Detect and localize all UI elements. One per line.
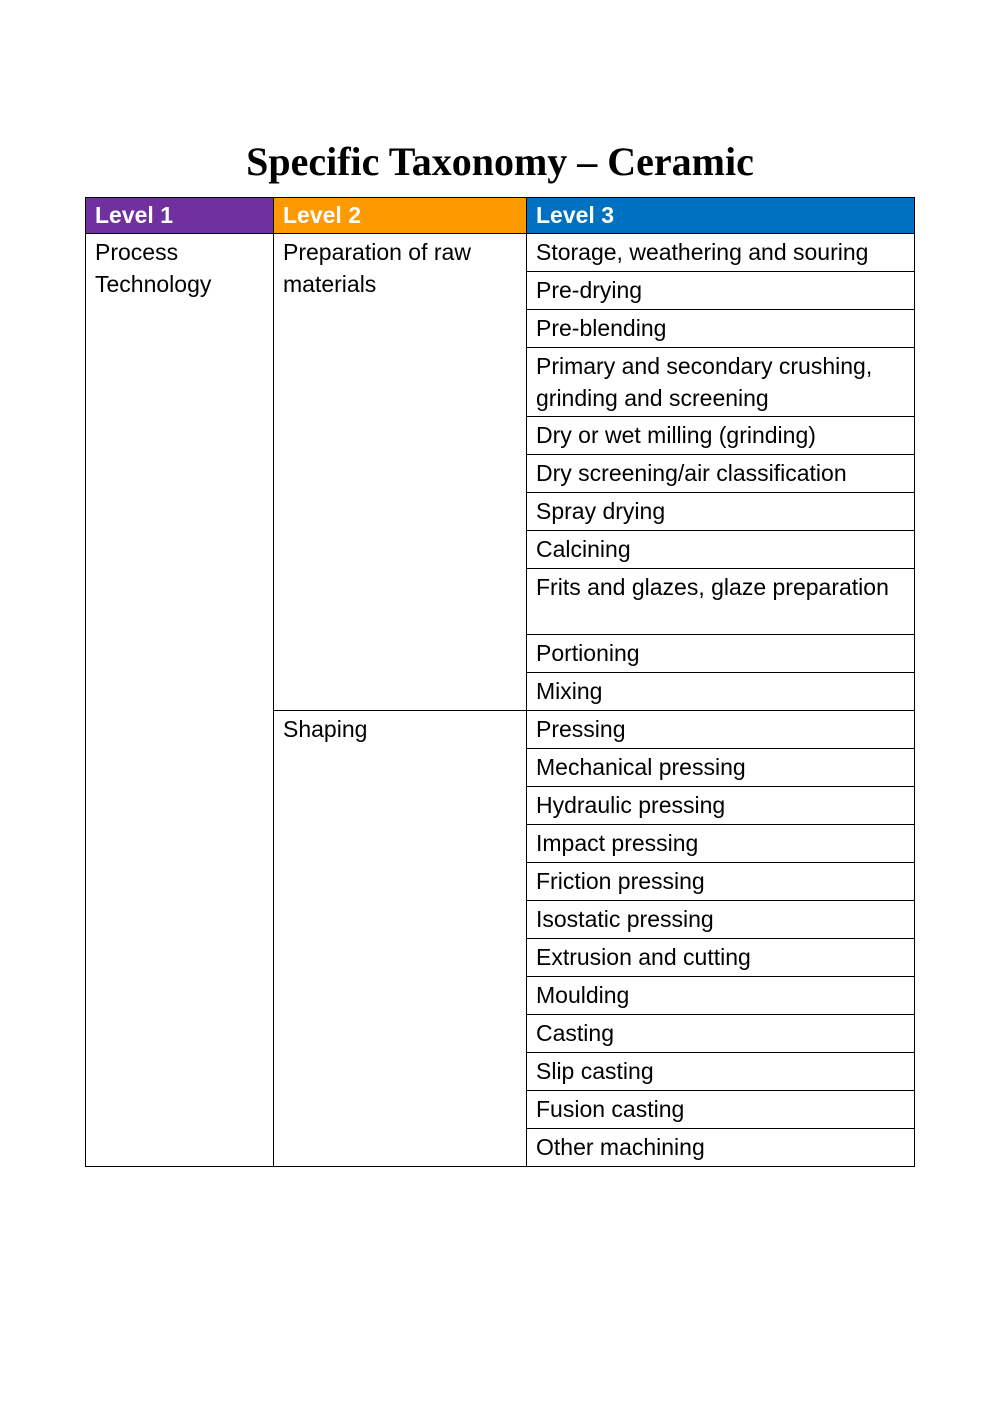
level3-cell: Primary and secondary crushing, grinding and screening (527, 347, 915, 416)
level3-cell: Frits and glazes, glaze preparation (527, 568, 915, 634)
level3-cell: Portioning (527, 634, 915, 672)
level3-cell: Dry or wet milling (grinding) (527, 416, 915, 454)
header-level-3: Level 3 (527, 198, 915, 234)
level3-cell: Mixing (527, 672, 915, 710)
level3-cell: Pre-blending (527, 309, 915, 347)
level3-cell: Isostatic pressing (527, 900, 915, 938)
level2-cell: Preparation of raw materials (274, 233, 527, 710)
level3-cell: Casting (527, 1014, 915, 1052)
header-level-2: Level 2 (274, 198, 527, 234)
taxonomy-table (85, 197, 915, 1167)
level3-cell: Pressing (527, 710, 915, 748)
level3-cell: Friction pressing (527, 862, 915, 900)
level1-cell: Process Technology (86, 233, 274, 1166)
level3-cell: Fusion casting (527, 1090, 915, 1128)
level3-cell: Pre-drying (527, 271, 915, 309)
level3-cell: Hydraulic pressing (527, 786, 915, 824)
level3-cell: Calcining (527, 530, 915, 568)
level2-cell: Shaping (274, 710, 527, 1166)
table-row (86, 233, 915, 271)
level3-cell: Other machining (527, 1128, 915, 1166)
level3-cell: Dry screening/air classification (527, 454, 915, 492)
level3-cell: Spray drying (527, 492, 915, 530)
header-level-1: Level 1 (86, 198, 274, 234)
level3-cell: Slip casting (527, 1052, 915, 1090)
table-header-row (86, 198, 915, 234)
level3-cell: Mechanical pressing (527, 748, 915, 786)
page-title: Specific Taxonomy – Ceramic (246, 139, 754, 184)
level3-cell: Moulding (527, 976, 915, 1014)
level3-cell: Impact pressing (527, 824, 915, 862)
level3-cell: Storage, weathering and souring (527, 233, 915, 271)
level3-cell: Extrusion and cutting (527, 938, 915, 976)
